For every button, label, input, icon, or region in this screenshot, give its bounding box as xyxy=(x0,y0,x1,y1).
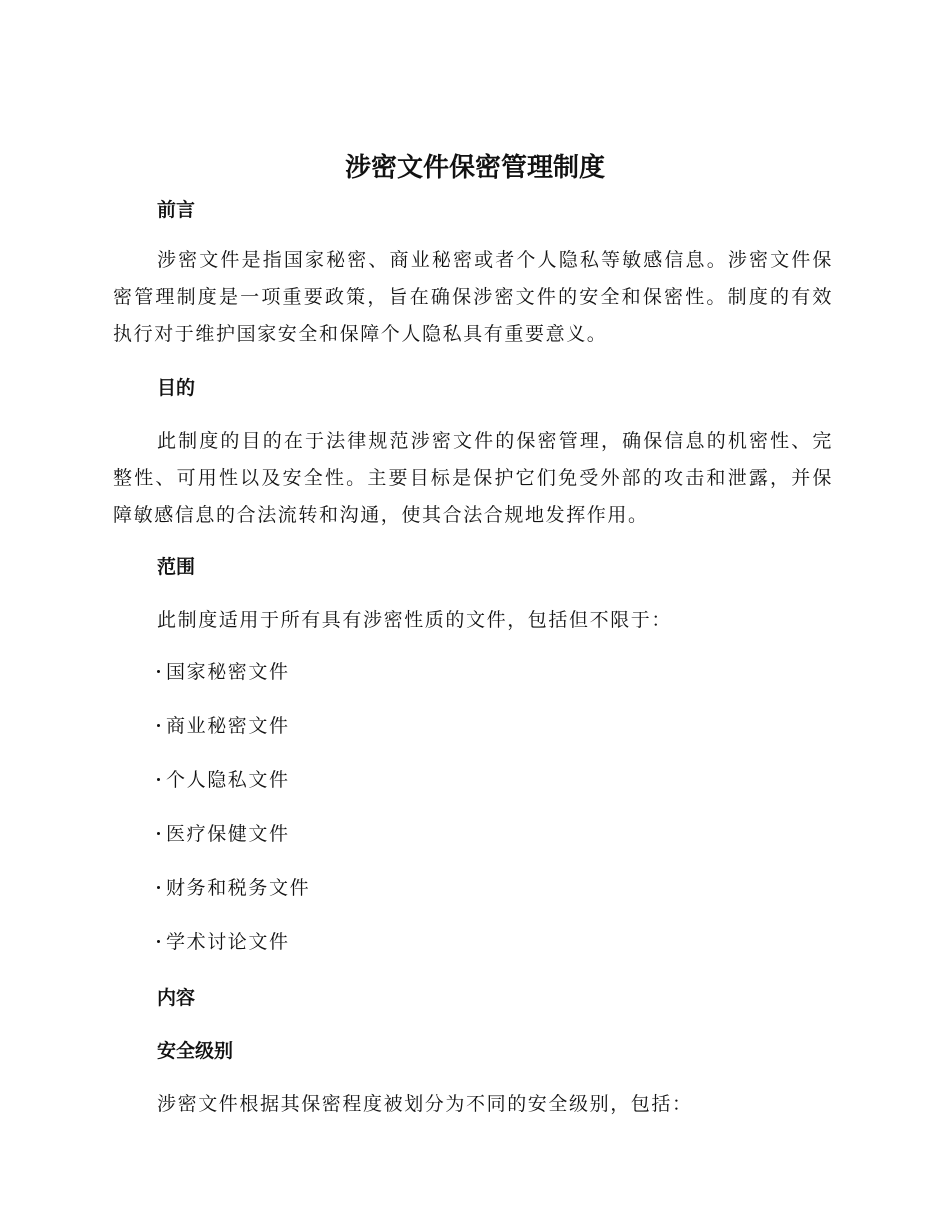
bullet-icon xyxy=(157,724,160,727)
list-item xyxy=(157,713,290,739)
security-level-intro: 涉密文件根据其保密程度被划分为不同的安全级别，包括： xyxy=(157,1093,693,1115)
list-item xyxy=(157,659,290,685)
bullet-icon xyxy=(157,670,160,673)
section-heading-content: 内容 xyxy=(157,987,196,1009)
list-item-label: 个人隐私文件 xyxy=(166,769,290,791)
list-item xyxy=(157,875,310,901)
bullet-icon xyxy=(157,778,160,781)
scope-intro: 此制度适用于所有具有涉密性质的文件，包括但不限于： xyxy=(157,609,673,631)
list-item-label: 医疗保健文件 xyxy=(166,823,290,845)
preface-paragraph: 涉密文件是指国家秘密、商业秘密或者个人隐私等敏感信息。涉密文件保密管理制度是一项重要政策，旨在确保涉密文件的安全和保密性。制度的有效执行对于维护国家安全和保障个人隐私具有重要意义。 xyxy=(113,249,833,345)
section-heading-purpose: 目的 xyxy=(157,377,196,399)
list-item xyxy=(157,767,290,793)
list-item-label: 商业秘密文件 xyxy=(166,715,290,737)
purpose-paragraph: 此制度的目的在于法律规范涉密文件的保密管理，确保信息的机密性、完整性、可用性以及安全性。主要目标是保护它们免受外部的攻击和泄露，并保障敏感信息的合法流转和沟通，使其合法合规地发挥作用。 xyxy=(113,430,833,526)
subsection-heading-security-level: 安全级别 xyxy=(157,1040,234,1062)
bullet-icon xyxy=(157,940,160,943)
list-item-label: 财务和税务文件 xyxy=(166,877,311,899)
list-item-label: 学术讨论文件 xyxy=(166,931,290,953)
bullet-icon xyxy=(157,886,160,889)
bullet-icon xyxy=(157,832,160,835)
section-heading-preface: 前言 xyxy=(157,199,196,221)
list-item-label: 国家秘密文件 xyxy=(166,661,290,683)
document-title: 涉密文件保密管理制度 xyxy=(344,153,605,183)
list-item xyxy=(157,821,290,847)
list-item xyxy=(157,929,290,955)
section-heading-scope: 范围 xyxy=(157,556,196,578)
